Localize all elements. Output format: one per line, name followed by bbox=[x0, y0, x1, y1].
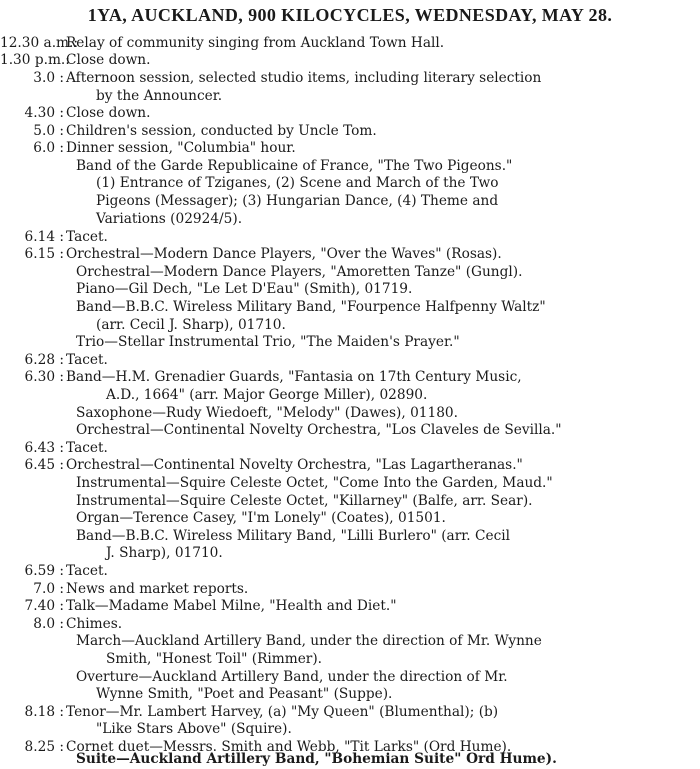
program-time: 6.14 : bbox=[24, 229, 64, 245]
program-line bbox=[0, 299, 700, 316]
program-line bbox=[0, 545, 700, 562]
program-text: Tacet. bbox=[66, 563, 108, 579]
program-time: 7.0 : bbox=[33, 581, 64, 597]
program-line bbox=[0, 563, 700, 580]
program-time: 6.43 : bbox=[24, 440, 64, 456]
program-line bbox=[0, 440, 700, 457]
program-text: Instrumental—Squire Celeste Octet, "Killarney" (Balfe, arr. Sear). bbox=[76, 493, 533, 509]
program-line bbox=[0, 751, 700, 768]
program-time: 7.40 : bbox=[24, 598, 64, 614]
program-line bbox=[0, 651, 700, 668]
program-time: 1.30 p.m.: bbox=[0, 52, 70, 68]
program-text: by the Announcer. bbox=[96, 88, 223, 104]
program-line bbox=[0, 175, 700, 192]
program-line bbox=[0, 211, 700, 228]
program-line bbox=[0, 510, 700, 527]
program-text: Smith, "Honest Toil" (Rimmer). bbox=[106, 651, 323, 667]
program-line bbox=[0, 88, 700, 105]
program-text: Orchestral—Modern Dance Players, "Over the Waves" (Rosas). bbox=[66, 246, 502, 262]
program-line bbox=[0, 229, 700, 246]
program-line bbox=[0, 281, 700, 298]
program-text: Piano—Gil Dech, "Le Let D'Eau" (Smith), 01719. bbox=[76, 281, 413, 297]
program-text: (1) Entrance of Tziganes, (2) Scene and March of the Two bbox=[96, 175, 499, 191]
program-time: 6.30 : bbox=[24, 369, 64, 385]
program-text: Relay of community singing from Auckland Town Hall. bbox=[66, 35, 445, 51]
program-line bbox=[0, 52, 700, 69]
program-line bbox=[0, 70, 700, 87]
program-text: "Like Stars Above" (Squire). bbox=[96, 721, 292, 737]
program-text: News and market reports. bbox=[66, 581, 249, 597]
program-line bbox=[0, 422, 700, 439]
program-text: Band—B.B.C. Wireless Military Band, "Fourpence Halfpenny Waltz" bbox=[76, 299, 546, 315]
program-line bbox=[0, 334, 700, 351]
program-line bbox=[0, 669, 700, 686]
program-time: 8.18 : bbox=[24, 704, 64, 720]
program-line bbox=[0, 457, 700, 474]
program-line bbox=[0, 405, 700, 422]
program-line bbox=[0, 352, 700, 369]
program-line bbox=[0, 246, 700, 263]
program-time: 8.0 : bbox=[33, 616, 64, 632]
program-text: Cornet duet—Messrs. Smith and Webb, "Tit Larks" (Ord Hume). bbox=[66, 739, 512, 755]
program-text: Orchestral—Modern Dance Players, "Amoretten Tanze" (Gungl). bbox=[76, 264, 523, 280]
program-text: Wynne Smith, "Poet and Peasant" (Suppe). bbox=[96, 686, 393, 702]
page-title: 1YA, AUCKLAND, 900 KILOCYCLES, WEDNESDAY, MAY 28. bbox=[87, 5, 613, 25]
program-line bbox=[0, 158, 700, 175]
program-text: Band of the Garde Republicaine of France, "The Two Pigeons." bbox=[76, 158, 513, 174]
program-line bbox=[0, 264, 700, 281]
program-time: 12.30 a.m.: bbox=[0, 35, 78, 51]
program-text: Tenor—Mr. Lambert Harvey, (a) "My Queen" (Blumenthal); (b) bbox=[66, 704, 499, 720]
program-line bbox=[0, 493, 700, 510]
program-text: Tacet. bbox=[66, 440, 108, 456]
program-text: Overture—Auckland Artillery Band, under the direction of Mr. bbox=[76, 669, 508, 685]
program-line bbox=[0, 140, 700, 157]
program-line bbox=[0, 387, 700, 404]
program-text: Organ—Terence Casey, "I'm Lonely" (Coates), 01501. bbox=[76, 510, 446, 526]
program-text: Tacet. bbox=[66, 229, 108, 245]
program-line bbox=[0, 581, 700, 598]
program-time: 8.25 : bbox=[24, 739, 64, 755]
program-time: 6.59 : bbox=[24, 563, 64, 579]
program-time: 5.0 : bbox=[33, 123, 64, 139]
program-line bbox=[0, 105, 700, 122]
program-text: Instrumental—Squire Celeste Octet, "Come Into the Garden, Maud." bbox=[76, 475, 553, 491]
program-line bbox=[0, 35, 700, 52]
program-text: Saxophone—Rudy Wiedoeft, "Melody" (Dawes), 01180. bbox=[76, 405, 458, 421]
program-line bbox=[0, 193, 700, 210]
program-line bbox=[0, 317, 700, 334]
program-text: Pigeons (Messager); (3) Hungarian Dance, (4) Theme and bbox=[96, 193, 499, 209]
program-time: 6.45 : bbox=[24, 457, 64, 473]
program-text: Afternoon session, selected studio items, including literary selection bbox=[66, 70, 542, 86]
program-line bbox=[0, 475, 700, 492]
program-line bbox=[0, 721, 700, 738]
program-text: Orchestral—Continental Novelty Orchestra, "Las Lagartheranas." bbox=[66, 457, 523, 473]
program-time: 6.15 : bbox=[24, 246, 64, 262]
program-text: Close down. bbox=[66, 52, 151, 68]
program-text: A.D., 1664" (arr. Major George Miller), 02890. bbox=[106, 387, 428, 403]
program-text: (arr. Cecil J. Sharp), 01710. bbox=[96, 317, 286, 333]
program-line bbox=[0, 704, 700, 721]
program-text: Band—H.M. Grenadier Guards, "Fantasia on 17th Century Music, bbox=[66, 369, 522, 385]
program-text: Tacet. bbox=[66, 352, 108, 368]
program-line bbox=[0, 123, 700, 140]
program-text: Band—B.B.C. Wireless Military Band, "Lilli Burlero" (arr. Cecil bbox=[76, 528, 510, 544]
program-line bbox=[0, 633, 700, 650]
program-line bbox=[0, 616, 700, 633]
program-text: Orchestral—Continental Novelty Orchestra, "Los Claveles de Sevilla." bbox=[76, 422, 562, 438]
program-text: J. Sharp), 01710. bbox=[106, 545, 223, 561]
program-line bbox=[0, 369, 700, 386]
program-text: Chimes. bbox=[66, 616, 123, 632]
program-line bbox=[0, 598, 700, 615]
program-text: March—Auckland Artillery Band, under the direction of Mr. Wynne bbox=[76, 633, 542, 649]
program-text: Talk—Madame Mabel Milne, "Health and Diet." bbox=[66, 598, 397, 614]
program-text: Variations (02924/5). bbox=[96, 211, 243, 227]
program-text: Children's session, conducted by Uncle Tom. bbox=[66, 123, 377, 139]
program-text: Dinner session, "Columbia" hour. bbox=[66, 140, 296, 156]
program-time: 6.0 : bbox=[33, 140, 64, 156]
program-line bbox=[0, 686, 700, 703]
program-text: Trio—Stellar Instrumental Trio, "The Maiden's Prayer." bbox=[76, 334, 460, 350]
program-line bbox=[0, 528, 700, 545]
program-text: Close down. bbox=[66, 105, 151, 121]
program-text: Suite—Auckland Artillery Band, "Bohemian Suite" Ord Hume). bbox=[76, 751, 557, 767]
program-time: 4.30 : bbox=[24, 105, 64, 121]
program-time: 3.0 : bbox=[33, 70, 64, 86]
program-time: 6.28 : bbox=[24, 352, 64, 368]
